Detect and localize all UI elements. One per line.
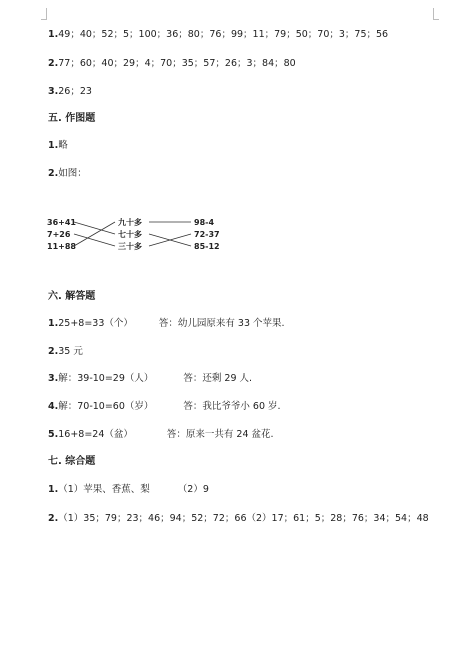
section5-item-2 [48, 168, 87, 180]
section6-item-2 [48, 346, 83, 358]
item-text: 25+8=33（个） [58, 318, 133, 329]
item-number: 1. [48, 484, 59, 495]
item-text: 35 元 [58, 346, 83, 357]
section-heading-6: 六. 解答题 [48, 291, 96, 302]
item-extra: （2）9 [177, 484, 209, 495]
middle-label-3: 三十多 [118, 242, 142, 251]
page-corner-mark-left [41, 8, 47, 20]
item-number: 2. [48, 513, 59, 524]
connector-left-3 [74, 222, 115, 246]
middle-label-2: 七十多 [118, 230, 142, 239]
section6-item-3 [48, 373, 252, 385]
item-number: 1. [48, 29, 59, 40]
item-text: 26；23 [58, 86, 92, 97]
item-text: 49；40；52；5；100；36；80；76；99；11；79；50；70；3；75；56 [58, 29, 389, 40]
section7-item-2 [48, 512, 443, 526]
section-heading-7: 七. 综合题 [48, 456, 96, 467]
item-text: 略 [58, 140, 68, 151]
left-expr-2: 7+26 [47, 230, 71, 239]
page-corner-mark-right [433, 8, 439, 20]
item-text: （1）苹果、香蕉、梨 [58, 484, 150, 495]
item-number: 2. [48, 346, 59, 357]
item-answer: 答：原来一共有 24 盆花. [166, 429, 274, 440]
answer-line-3 [48, 86, 92, 98]
section-heading-5: 五. 作图题 [48, 113, 96, 124]
matching-diagram [44, 214, 234, 254]
item-number: 4. [48, 401, 59, 412]
right-expr-3: 85-12 [194, 242, 220, 251]
section6-item-5 [48, 429, 274, 441]
item-number: 2. [48, 58, 59, 69]
left-expr-1: 36+41 [47, 218, 76, 227]
item-answer: 答：幼儿园原来有 33 个苹果. [158, 318, 285, 329]
right-expr-1: 98-4 [194, 218, 215, 227]
section6-item-4 [48, 401, 281, 413]
item-text: 解：70-10=60（岁） [58, 401, 154, 412]
item-text: （1）35；79；23；46；94；52；72；66（2）17；61；5；28；76；34；54；48 [58, 513, 429, 524]
connector-left-1 [74, 222, 115, 234]
item-number: 3. [48, 86, 59, 97]
right-expr-2: 72-37 [194, 230, 220, 239]
connector-left-2 [74, 234, 115, 246]
item-number: 1. [48, 140, 59, 151]
item-answer: 答：我比爷爷小 60 岁. [183, 401, 281, 412]
left-expr-3: 11+88 [47, 242, 76, 251]
answer-line-1 [48, 29, 388, 41]
item-number: 2. [48, 168, 59, 179]
item-number: 3. [48, 373, 59, 384]
item-number: 5. [48, 429, 59, 440]
section5-item-1 [48, 140, 68, 152]
item-text: 解：39-10=29（人） [58, 373, 154, 384]
item-text: 如图： [58, 168, 87, 179]
item-number: 1. [48, 318, 59, 329]
item-answer: 答：还剩 29 人. [183, 373, 253, 384]
middle-label-1: 九十多 [118, 218, 142, 227]
item-text: 77；60；40；29；4；70；35；57；26；3；84；80 [58, 58, 296, 69]
section7-item-1 [48, 484, 209, 496]
section6-item-1 [48, 318, 285, 330]
item-text: 16+8=24（盆） [58, 429, 133, 440]
answer-line-2 [48, 58, 296, 70]
